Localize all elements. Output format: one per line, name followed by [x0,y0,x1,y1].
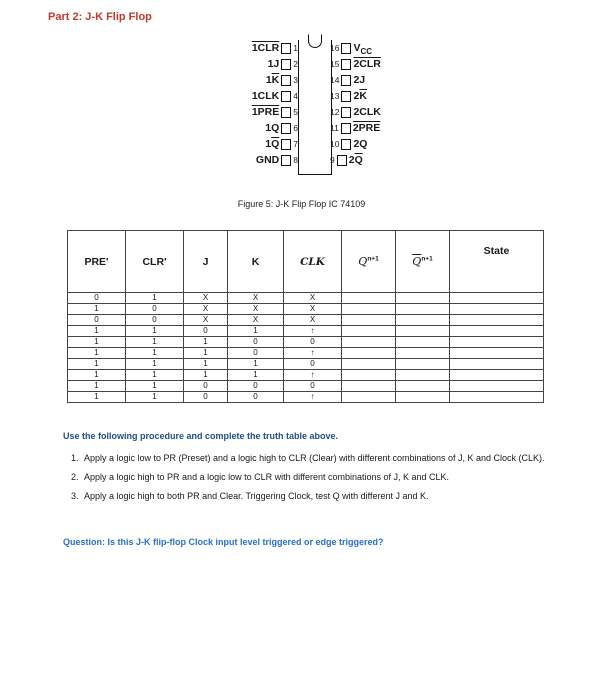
cell-q[interactable] [342,293,396,304]
question-text: Question: Is this J-K flip-flop Clock input level triggered or edge triggered? [63,537,384,547]
cell-clk: ↑ [284,392,342,403]
cell-clr: 1 [126,348,184,359]
pin-label: 2Q [353,138,368,150]
pin-number: 6 [293,123,298,134]
pin-label: 1J [267,58,280,70]
cell-j: 0 [184,381,228,392]
pin-label: $2\overline{K}$ [353,90,367,102]
header-state: State [450,231,544,293]
pin-number: 8 [293,155,298,166]
cell-q[interactable] [342,381,396,392]
cell-pre: 1 [68,304,126,315]
q-bar-superscript: n+1 [421,255,433,263]
pin-10 [330,136,410,152]
cell-k: 1 [228,326,284,337]
cell-pre: 1 [68,359,126,370]
header-j: J [184,231,228,293]
table-row [68,359,544,370]
pin-7 [225,136,298,152]
cell-q[interactable] [342,348,396,359]
cell-j: 0 [184,392,228,403]
header-clk: CLK [284,231,342,293]
cell-j: X [184,293,228,304]
q-superscript: n+1 [367,255,379,263]
pin-13 [330,88,410,104]
cell-q[interactable] [342,370,396,381]
table-row [68,326,544,337]
cell-clr: 1 [126,381,184,392]
pin-box [281,123,291,134]
pin-label: $V_{CC}$ [353,42,373,57]
cell-k: X [228,315,284,326]
cell-state[interactable] [450,337,544,348]
pin-box [281,91,291,102]
pin-number: 10 [330,139,340,150]
pin-number: 14 [330,75,340,86]
pin-number: 16 [330,43,340,54]
cell-q[interactable] [342,392,396,403]
cell-pre: 1 [68,392,126,403]
pin-9 [330,152,410,168]
pin-number: 3 [293,75,298,86]
pin-number: 13 [330,91,340,102]
cell-j: 1 [184,348,228,359]
pin-label: 1Q [265,122,280,134]
pin-3 [225,72,298,88]
pin-box [281,59,291,70]
procedure-step-2: 2. Apply a logic high to PR and a logic low to CLR with different combinations of J, K and CLK. [81,471,571,484]
procedure-steps [63,452,571,509]
truth-table-body [68,293,544,403]
cell-j: 0 [184,326,228,337]
header-q-next [342,231,396,293]
pin-label: $1\overline{Q}$ [265,138,280,150]
cell-clk: 0 [284,381,342,392]
pin-label: $2\overline{Q}$ [348,154,363,166]
pin-box [281,43,291,54]
cell-j: 1 [184,370,228,381]
cell-k: 1 [228,370,284,381]
q-bar-label: $\overline{Q}$ [412,255,422,268]
table-row [68,337,544,348]
cell-j: X [184,304,228,315]
table-row [68,348,544,359]
pin-number: 1 [293,43,298,54]
cell-pre: 1 [68,381,126,392]
cell-qbar[interactable] [396,293,450,304]
ic-body [298,40,332,175]
table-row [68,370,544,381]
pin-box [341,107,351,118]
pin-14 [330,72,410,88]
table-header-row [68,231,544,293]
ic-notch [308,34,322,48]
table-row [68,381,544,392]
cell-clr: 1 [126,370,184,381]
ic-pin-diagram [225,40,405,190]
pin-box [281,139,291,150]
cell-j: 1 [184,337,228,348]
procedure-title: Use the following procedure and complete the truth table above. [63,431,339,441]
cell-state[interactable] [450,304,544,315]
pin-label: $1\overline{K}$ [265,74,280,86]
cell-q[interactable] [342,359,396,370]
pin-6 [225,120,298,136]
truth-table [67,230,544,403]
pin-box [281,107,291,118]
cell-clr: 1 [126,359,184,370]
cell-state[interactable] [450,381,544,392]
cell-k: 0 [228,337,284,348]
cell-clk: X [284,304,342,315]
cell-clr: 1 [126,392,184,403]
cell-state[interactable] [450,315,544,326]
pin-5 [225,104,298,120]
cell-qbar[interactable] [396,337,450,348]
cell-state[interactable] [450,359,544,370]
cell-k: X [228,293,284,304]
pin-1 [225,40,298,56]
pin-box [337,155,347,166]
cell-q[interactable] [342,315,396,326]
header-pre: PRE' [68,231,126,293]
cell-k: 1 [228,359,284,370]
cell-clk: ↑ [284,326,342,337]
pin-12 [330,104,410,120]
cell-pre: 1 [68,370,126,381]
cell-state[interactable] [450,370,544,381]
cell-qbar[interactable] [396,326,450,337]
pin-11 [330,120,410,136]
pin-16 [330,40,410,56]
pin-number: 2 [293,59,298,70]
pin-box [341,75,351,86]
q-label: Q [358,255,368,268]
pin-label: 2PRE [352,122,381,134]
cell-clk: ↑ [284,348,342,359]
pin-box [341,43,351,54]
header-k: K [228,231,284,293]
pin-15 [330,56,410,72]
cell-clk: 0 [284,337,342,348]
table-row [68,293,544,304]
pin-number: 4 [293,91,298,102]
cell-pre: 0 [68,315,126,326]
cell-qbar[interactable] [396,315,450,326]
cell-clr: 1 [126,293,184,304]
pin-number: 7 [293,139,298,150]
pin-label: GND [255,154,280,166]
cell-qbar[interactable] [396,348,450,359]
pin-box [341,91,351,102]
pin-box [281,155,291,166]
pin-box [341,123,351,134]
header-q-next-bar [396,231,450,293]
procedure-step-3: 3. Apply a logic high to both PR and Clear. Triggering Clock, test Q with different J and K. [81,490,571,503]
cell-k: X [228,304,284,315]
pin-box [281,75,291,86]
pin-2 [225,56,298,72]
cell-clr: 0 [126,304,184,315]
pin-8 [225,152,298,168]
pin-number: 5 [293,107,298,118]
cell-pre: 1 [68,348,126,359]
pin-number: 11 [330,123,339,134]
cell-clk: X [284,293,342,304]
table-row [68,315,544,326]
cell-state[interactable] [450,348,544,359]
cell-clr: 0 [126,315,184,326]
cell-k: 0 [228,392,284,403]
page-heading: Part 2: J-K Flip Flop [48,11,152,23]
pin-box [341,139,351,150]
cell-qbar[interactable] [396,370,450,381]
pin-label: 2CLK [353,106,381,118]
figure-caption: Figure 5: J-K Flip Flop IC 74109 [237,199,366,209]
cell-qbar[interactable] [396,359,450,370]
cell-clr: 1 [126,337,184,348]
table-row [68,392,544,403]
table-row [68,304,544,315]
cell-qbar[interactable] [396,304,450,315]
cell-state[interactable] [450,326,544,337]
pin-label: 1PRE [251,106,280,118]
header-clr: CLR' [126,231,184,293]
pin-number: 9 [330,155,335,166]
cell-k: 0 [228,381,284,392]
cell-qbar[interactable] [396,392,450,403]
pin-box [341,59,351,70]
cell-clr: 1 [126,326,184,337]
pin-number: 12 [330,107,340,118]
procedure-step-1: 1. Apply a logic low to PR (Preset) and a logic high to CLR (Clear) with different combinations of J, K and Clock (CLK). [81,452,571,465]
cell-j: X [184,315,228,326]
cell-pre: 1 [68,337,126,348]
cell-state[interactable] [450,392,544,403]
pin-label: 2CLR [353,58,381,70]
cell-qbar[interactable] [396,381,450,392]
cell-clk: X [284,315,342,326]
pin-label: 1CLR [251,42,280,54]
pin-label: 2J [353,74,366,86]
cell-state[interactable] [450,293,544,304]
cell-k: 0 [228,348,284,359]
cell-clk: ↑ [284,370,342,381]
pin-label: 1CLK [251,90,280,102]
cell-pre: 0 [68,293,126,304]
cell-q[interactable] [342,304,396,315]
cell-clk: 0 [284,359,342,370]
cell-q[interactable] [342,337,396,348]
cell-j: 1 [184,359,228,370]
cell-pre: 1 [68,326,126,337]
cell-q[interactable] [342,326,396,337]
pin-4 [225,88,298,104]
pin-number: 15 [330,59,340,70]
